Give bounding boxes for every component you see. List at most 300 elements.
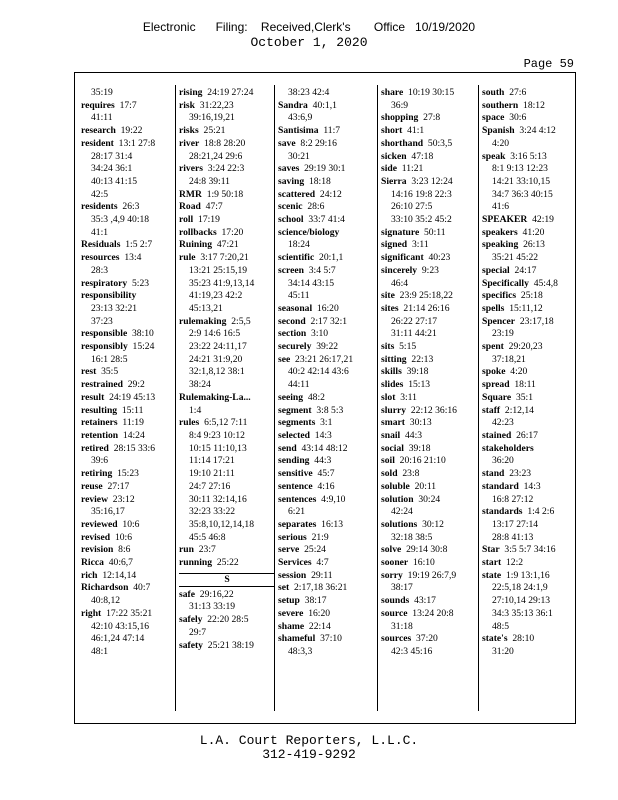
- index-entry: [179, 227, 275, 240]
- index-word: shopping: [381, 112, 419, 124]
- index-word: spent: [482, 341, 504, 353]
- index-references: 21:14 26:16: [403, 302, 450, 314]
- index-entry: [482, 443, 578, 456]
- index-entry: [278, 201, 374, 214]
- index-reference-continuation: 11:14 17:21: [189, 455, 235, 467]
- index-word: significant: [381, 252, 424, 264]
- index-word: space: [482, 112, 505, 124]
- index-references: 5:23: [131, 277, 150, 289]
- index-entry: [81, 468, 177, 481]
- index-word: second: [278, 315, 306, 327]
- index-references: 2:17,18 36:21: [293, 582, 348, 594]
- index-references: 14:3: [523, 480, 541, 492]
- index-references: 21:9: [311, 531, 329, 543]
- index-word: responsibility: [81, 290, 137, 302]
- index-entry: [278, 595, 374, 608]
- index-reference-continuation: 31:18: [391, 620, 413, 632]
- index-entry: [81, 430, 177, 443]
- index-references: 27:8: [423, 112, 441, 124]
- index-entry: [381, 557, 477, 570]
- index-references: 24:17: [514, 264, 537, 276]
- index-word: slot: [381, 391, 396, 403]
- index-word: risks: [179, 125, 199, 137]
- index-entry: [381, 87, 477, 100]
- index-reference-continuation: 38:24: [189, 379, 211, 391]
- index-references: 24:19 45:13: [109, 391, 156, 403]
- index-reference-continuation: 4:20: [492, 137, 510, 149]
- index-reference-continuation: 44:11: [288, 379, 310, 391]
- index-references: 24:19 27:24: [207, 87, 254, 98]
- index-entry: [179, 87, 275, 100]
- index-column-2: [179, 87, 275, 652]
- index-entry: [482, 316, 578, 329]
- index-references: 22:13: [411, 353, 434, 365]
- index-references: 30:6: [509, 112, 527, 124]
- index-word: safe: [179, 588, 195, 600]
- index-word: state's: [482, 633, 508, 645]
- index-references: 25:24: [304, 544, 326, 556]
- index-entry: [278, 265, 374, 278]
- index-word: severe: [278, 607, 304, 619]
- index-entry: [278, 557, 374, 570]
- index-word: shorthand: [381, 137, 424, 149]
- index-word: sorry: [381, 569, 403, 581]
- index-references: 11:19: [122, 417, 144, 429]
- index-entry: [179, 392, 275, 405]
- index-references: 5:15: [399, 341, 417, 353]
- index-references: 3:11: [400, 391, 417, 403]
- index-word: Ruining: [179, 239, 213, 251]
- index-entry: [179, 214, 275, 227]
- index-references: 23:8: [402, 468, 420, 480]
- index-word: site: [381, 290, 395, 302]
- index-entry: [81, 290, 177, 303]
- index-entry: [482, 341, 578, 354]
- index-word: state: [482, 569, 502, 581]
- index-references: 15:13: [408, 379, 431, 391]
- index-entry: [278, 455, 374, 468]
- index-column-1: [81, 87, 177, 659]
- index-references: 29:20,23: [508, 341, 543, 353]
- index-reference-continuation: 33:10 35:2 45:2: [391, 214, 452, 226]
- index-reference-continuation: 24:7 27:16: [189, 480, 231, 492]
- index-reference-continuation: 37:23: [91, 315, 113, 327]
- index-entry: [81, 443, 177, 456]
- index-entry: [278, 328, 374, 341]
- index-references: 20:1,1: [319, 252, 344, 264]
- index-entry: [81, 570, 177, 583]
- index-word: rule: [179, 252, 196, 264]
- index-entry: [381, 366, 477, 379]
- index-entry: [482, 214, 578, 227]
- index-entry: [81, 366, 177, 379]
- index-word: retainers: [81, 417, 118, 429]
- index-word: standards: [482, 506, 523, 518]
- index-references: 12:14,14: [102, 569, 137, 581]
- index-word: resulting: [81, 404, 118, 416]
- index-references: 1:9 50:18: [206, 188, 244, 200]
- index-entry: [179, 239, 275, 252]
- index-reference-continuation: 28:8 41:13: [492, 531, 534, 543]
- index-entry: [482, 112, 578, 125]
- index-word: scientific: [278, 252, 315, 264]
- index-entry: [482, 151, 578, 164]
- index-word: Star: [482, 544, 500, 556]
- index-reference-continuation: 46:4: [391, 277, 409, 289]
- index-reference-continuation: 34:24 36:1: [91, 163, 133, 175]
- index-entry: [179, 614, 275, 627]
- index-reference-continuation: 42:10 43:15,16: [91, 620, 150, 632]
- index-word: specifics: [482, 290, 517, 302]
- index-entry: [179, 163, 275, 176]
- index-entry: [482, 379, 578, 392]
- index-reference-continuation: 35:19: [91, 87, 113, 98]
- index-word: see: [278, 353, 291, 365]
- index-reference-continuation: 41:11: [91, 112, 113, 124]
- index-entry: [81, 392, 177, 405]
- index-word: sincerely: [381, 264, 418, 276]
- index-references: 8:2 29:16: [300, 137, 337, 149]
- index-entry: [482, 392, 578, 405]
- index-references: 20:16 21:10: [399, 455, 446, 467]
- index-word: responsible: [81, 328, 128, 340]
- index-references: 11:21: [401, 163, 424, 175]
- index-word: sicken: [381, 150, 407, 162]
- index-entry: [381, 265, 477, 278]
- index-reference-continuation: 43:6,9: [288, 112, 313, 124]
- index-references: 28:15 33:6: [113, 442, 155, 454]
- index-references: 13:1 27:8: [118, 137, 156, 149]
- index-entry: [381, 303, 477, 316]
- index-word: securely: [278, 341, 312, 353]
- index-references: 17:19: [198, 214, 220, 226]
- index-word: shame: [278, 620, 305, 632]
- index-entry: [482, 100, 578, 113]
- index-word: serious: [278, 531, 307, 543]
- index-references: 25:21: [203, 125, 226, 137]
- index-reference-continuation: 40:2 42:14 43:6: [288, 366, 349, 378]
- index-entry: [81, 100, 177, 113]
- index-word: Road: [179, 201, 201, 213]
- index-word: seeing: [278, 391, 304, 403]
- index-references: 15:11,12: [509, 302, 543, 314]
- index-reference-continuation: 28:21,24 29:6: [189, 150, 243, 162]
- index-reference-continuation: 35:8,10,12,14,18: [189, 518, 255, 530]
- index-word: run: [179, 544, 194, 556]
- index-references: 4:20: [510, 366, 528, 378]
- index-word: sources: [381, 633, 412, 645]
- index-entry: [278, 481, 374, 494]
- index-references: 2:5,5: [231, 315, 251, 327]
- index-word: reviewed: [81, 518, 118, 530]
- index-word: safely: [179, 614, 203, 626]
- index-references: 26:13: [523, 239, 545, 251]
- index-references: 1:9 13:1,16: [505, 569, 550, 581]
- index-reference-continuation: 13:17 27:14: [492, 518, 539, 530]
- index-reference-continuation: 41:19,23 42:2: [189, 290, 243, 302]
- index-references: 47:21: [216, 239, 239, 251]
- index-references: 28:6: [307, 201, 325, 213]
- index-references: 4:16: [317, 480, 335, 492]
- index-word: sentence: [278, 480, 313, 492]
- index-entry: [381, 176, 477, 189]
- index-references: 29:2: [127, 379, 145, 391]
- index-word: Richardson: [81, 582, 129, 594]
- index-references: 29:11: [311, 569, 333, 581]
- index-word: school: [278, 214, 304, 226]
- index-word: scattered: [278, 188, 316, 200]
- index-references: 23:9 25:18,22: [399, 290, 453, 302]
- index-word: resources: [81, 252, 120, 264]
- index-references: 4:7: [316, 557, 329, 569]
- index-reference-continuation: 16:8 27:12: [492, 493, 534, 505]
- index-entry: [278, 392, 374, 405]
- index-entry: [381, 570, 477, 583]
- index-entry: [81, 138, 177, 151]
- index-references: 33:7 41:4: [308, 214, 345, 226]
- index-entry: [81, 278, 177, 291]
- index-references: 23:23: [509, 468, 532, 480]
- index-references: 40:23: [428, 252, 451, 264]
- index-entry: [381, 112, 477, 125]
- index-references: 3:16 5:13: [510, 150, 547, 162]
- index-entry: [381, 494, 477, 507]
- index-references: 13:24 20:8: [412, 607, 454, 619]
- index-entry: [179, 544, 275, 557]
- index-word: safety: [179, 639, 203, 651]
- index-word: sending: [278, 455, 310, 467]
- column-divider: [478, 85, 479, 711]
- reporter-name: L.A. Court Reporters, L.L.C.: [199, 733, 419, 748]
- index-references: 18:18: [308, 175, 331, 187]
- index-word: slurry: [381, 404, 407, 416]
- column-divider: [377, 85, 378, 711]
- index-references: 17:7: [119, 99, 137, 111]
- index-references: 35:5: [101, 366, 119, 378]
- index-references: 22:14: [308, 620, 331, 632]
- hearing-date: October 1, 2020: [250, 35, 368, 50]
- index-word: signature: [381, 226, 420, 238]
- index-word: saving: [278, 175, 305, 187]
- index-references: 16:13: [321, 518, 344, 530]
- index-entry: [381, 125, 477, 138]
- index-references: 10:6: [114, 531, 132, 543]
- index-word: rulemaking: [179, 315, 227, 327]
- index-references: 27:6: [509, 87, 527, 98]
- index-reference-continuation: 41:6: [492, 201, 510, 213]
- index-word: Square: [482, 391, 512, 403]
- index-references: 3:1: [320, 417, 333, 429]
- index-entry: [81, 608, 177, 621]
- index-entry: [278, 252, 374, 265]
- index-entry: [381, 544, 477, 557]
- index-reference-continuation: 32:23 33:22: [189, 506, 236, 518]
- index-word: scenic: [278, 201, 303, 213]
- index-references: 3:17 7:20,21: [200, 252, 249, 264]
- index-word: start: [482, 557, 502, 569]
- index-reference-continuation: 41:1: [91, 226, 109, 238]
- index-word: segment: [278, 404, 312, 416]
- index-reference-continuation: 35:3 ,4,9 40:18: [91, 214, 150, 226]
- index-reference-continuation: 23:22 24:11,17: [189, 341, 247, 353]
- index-word: retention: [81, 429, 119, 441]
- index-reference-continuation: 27:10,14 29:13: [492, 595, 551, 607]
- index-references: 48:2: [307, 391, 325, 403]
- index-references: 22:20 28:5: [207, 614, 249, 626]
- index-word: river: [179, 137, 200, 149]
- index-word: solve: [381, 544, 402, 556]
- index-references: 31:22,23: [199, 99, 234, 111]
- index-reference-continuation: 32:1,8,12 38:1: [189, 366, 245, 378]
- index-entry: [278, 417, 374, 430]
- index-entry: [482, 239, 578, 252]
- index-entry: [381, 519, 477, 532]
- page-number: Page 59: [523, 57, 574, 71]
- index-references: 16:20: [308, 607, 331, 619]
- index-references: 30:12: [422, 518, 444, 530]
- index-references: 50:3,5: [427, 137, 453, 149]
- index-reference-continuation: 35:16,17: [91, 506, 125, 518]
- index-word: southern: [482, 99, 519, 111]
- index-reference-continuation: 34:14 43:15: [288, 277, 335, 289]
- index-references: 43:17: [414, 595, 436, 607]
- index-entry: [278, 430, 374, 443]
- index-word: south: [482, 87, 505, 98]
- index-entry: [278, 570, 374, 583]
- index-entry: [381, 379, 477, 392]
- index-entry: [381, 290, 477, 303]
- index-references: 4:9,10: [321, 493, 346, 505]
- index-word: special: [482, 264, 510, 276]
- index-word: sitting: [381, 353, 407, 365]
- index-word: risk: [179, 99, 195, 111]
- index-references: 39:18: [406, 366, 429, 378]
- index-reference-continuation: 1:4: [189, 404, 202, 416]
- index-word: solution: [381, 493, 414, 505]
- index-references: 28:10: [512, 633, 535, 645]
- index-word: spells: [482, 302, 505, 314]
- index-reference-continuation: 42:23: [492, 417, 514, 429]
- index-references: 3:23 12:24: [411, 175, 453, 187]
- index-entry: [81, 328, 177, 341]
- index-references: 30:13: [409, 417, 432, 429]
- index-entry: [482, 557, 578, 570]
- index-references: 45:4,8: [533, 277, 558, 289]
- index-word: session: [278, 569, 307, 581]
- index-entry: [179, 138, 275, 151]
- index-entry: [482, 405, 578, 418]
- index-word: selected: [278, 429, 310, 441]
- index-word: requires: [81, 99, 115, 111]
- index-word: share: [381, 87, 404, 98]
- index-entry: [179, 589, 275, 602]
- index-reference-continuation: 29:7: [189, 626, 207, 638]
- index-entry: [278, 341, 374, 354]
- index-references: 41:1: [407, 125, 425, 137]
- index-references: 18:11: [514, 379, 536, 391]
- index-entry: [278, 227, 374, 240]
- index-entry: [81, 519, 177, 532]
- index-references: 38:17: [304, 595, 327, 607]
- index-references: 2:12,14: [504, 404, 534, 416]
- index-references: 19:22: [120, 125, 143, 137]
- index-reference-continuation: 24:8 39:11: [189, 175, 230, 187]
- index-word: sensitive: [278, 468, 313, 480]
- index-word: serve: [278, 544, 300, 556]
- index-word: screen: [278, 264, 304, 276]
- index-references: 40:1,1: [312, 99, 337, 111]
- index-word: running: [179, 557, 213, 569]
- index-entry: [81, 125, 177, 138]
- index-references: 3:4 5:7: [308, 264, 336, 276]
- index-entry: [482, 506, 578, 519]
- index-entry: [179, 252, 275, 265]
- index-references: 45:7: [317, 468, 335, 480]
- index-references: 15:23: [117, 468, 139, 480]
- index-entry: [81, 405, 177, 418]
- index-reference-continuation: 34:7 36:3 40:15: [492, 188, 553, 200]
- index-entry: [482, 290, 578, 303]
- index-word: stained: [482, 429, 512, 441]
- index-entry: [482, 227, 578, 240]
- index-entry: [179, 201, 275, 214]
- index-references: 3:24 4:12: [519, 125, 556, 137]
- index-word: restrained: [81, 379, 123, 391]
- index-references: 3:24 22:3: [207, 163, 245, 175]
- index-entry: [81, 494, 177, 507]
- index-reference-continuation: 8:4 9:23 10:12: [189, 429, 245, 441]
- index-references: 11:7: [323, 125, 341, 137]
- index-entry: [278, 176, 374, 189]
- index-word: spoke: [482, 366, 506, 378]
- index-entry: [381, 341, 477, 354]
- index-reference-continuation: 10:15 11:10,13: [189, 442, 247, 454]
- word-index-frame: [74, 72, 576, 724]
- index-entry: [179, 417, 275, 430]
- index-references: 15:24: [132, 341, 155, 353]
- index-word: respiratory: [81, 277, 128, 289]
- index-references: 10:19 30:15: [408, 87, 455, 98]
- index-reference-continuation: 30:21: [288, 150, 310, 162]
- index-word: right: [81, 607, 102, 619]
- index-word: reuse: [81, 480, 103, 492]
- index-reference-continuation: 24:21 31:9,20: [189, 353, 243, 365]
- index-references: 20:11: [414, 480, 437, 492]
- index-entry: [81, 582, 177, 595]
- index-reference-continuation: 35:23 41:9,13,14: [189, 277, 255, 289]
- index-reference-continuation: 16:1 28:5: [91, 353, 128, 365]
- index-word: Spencer: [482, 315, 516, 327]
- index-reference-continuation: 45:13,21: [189, 302, 223, 314]
- index-entry: [81, 481, 177, 494]
- index-reference-continuation: 19:10 21:11: [189, 468, 235, 480]
- index-entry: [179, 316, 275, 329]
- index-references: 44:3: [314, 455, 332, 467]
- index-entry: [381, 430, 477, 443]
- index-reference-continuation: 22:5,18 24:1,9: [492, 582, 548, 594]
- index-word: speakers: [482, 226, 518, 238]
- index-references: 40:7: [133, 582, 151, 594]
- index-entry: [278, 532, 374, 545]
- index-reference-continuation: 28:3: [91, 264, 109, 276]
- index-reference-continuation: 28:17 31:4: [91, 150, 133, 162]
- index-entry: [482, 570, 578, 583]
- index-word: snail: [381, 429, 401, 441]
- index-references: 15:11: [121, 404, 144, 416]
- index-entry: [278, 621, 374, 634]
- index-column-4: [381, 87, 477, 659]
- index-reference-continuation: 14:21 33:10,15: [492, 175, 551, 187]
